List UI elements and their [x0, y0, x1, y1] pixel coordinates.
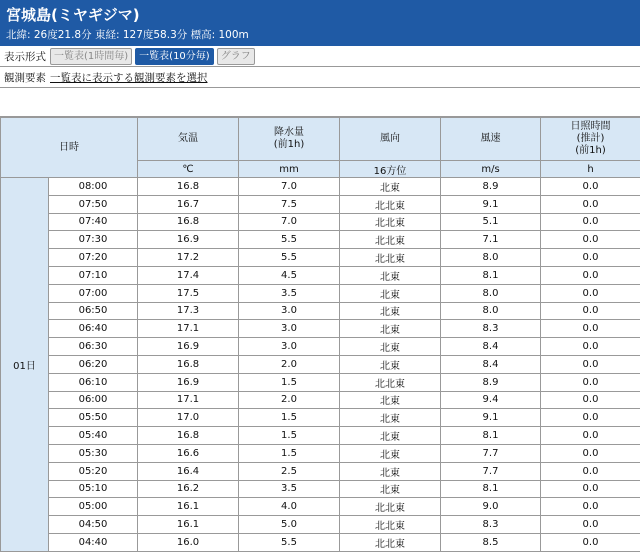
cell-temperature: 16.9 [138, 231, 239, 249]
cell-time: 07:30 [49, 231, 138, 249]
cell-time: 05:50 [49, 409, 138, 427]
cell-precipitation: 5.5 [239, 249, 340, 267]
cell-time: 07:10 [49, 266, 138, 284]
table-body [1, 178, 640, 552]
cell-wind-direction: 北東 [340, 409, 441, 427]
cell-precipitation: 1.5 [239, 373, 340, 391]
cell-precipitation: 2.5 [239, 462, 340, 480]
table-row [1, 462, 640, 480]
unit-wind-speed: m/s [441, 161, 541, 178]
cell-sunshine: 0.0 [541, 320, 640, 338]
cell-wind-speed: 8.5 [441, 533, 541, 551]
observation-table [0, 117, 640, 552]
table-row [1, 355, 640, 373]
station-header [0, 0, 640, 46]
cell-wind-direction: 北北東 [340, 195, 441, 213]
cell-precipitation: 2.0 [239, 391, 340, 409]
cell-sunshine: 0.0 [541, 195, 640, 213]
cell-temperature: 16.8 [138, 355, 239, 373]
cell-sunshine: 0.0 [541, 249, 640, 267]
cell-sunshine: 0.0 [541, 178, 640, 196]
cell-wind-speed: 8.1 [441, 427, 541, 445]
cell-temperature: 17.5 [138, 284, 239, 302]
cell-temperature: 17.3 [138, 302, 239, 320]
table-row [1, 533, 640, 551]
cell-precipitation: 5.0 [239, 516, 340, 534]
cell-time: 05:10 [49, 480, 138, 498]
cell-wind-direction: 北東 [340, 284, 441, 302]
station-title: 宮城島(ミヤギジマ) [6, 0, 634, 28]
col-header-sunshine: 日照時間 (推計) (前1h) [541, 118, 640, 161]
cell-time: 06:00 [49, 391, 138, 409]
cell-sunshine: 0.0 [541, 516, 640, 534]
datetime-header: 日時 [1, 118, 138, 178]
cell-time: 08:00 [49, 178, 138, 196]
cell-wind-speed: 8.1 [441, 266, 541, 284]
table-row [1, 231, 640, 249]
cell-wind-speed: 8.9 [441, 373, 541, 391]
display-format-label: 表示形式 [0, 49, 50, 64]
cell-wind-speed: 8.3 [441, 320, 541, 338]
cell-temperature: 16.1 [138, 516, 239, 534]
col-header-wind-speed: 風速 [441, 118, 541, 161]
cell-wind-direction: 北北東 [340, 249, 441, 267]
cell-sunshine: 0.0 [541, 409, 640, 427]
cell-temperature: 16.4 [138, 462, 239, 480]
cell-precipitation: 3.5 [239, 284, 340, 302]
cell-temperature: 16.8 [138, 213, 239, 231]
cell-wind-direction: 北北東 [340, 498, 441, 516]
day-cell: 01日 [1, 178, 49, 552]
cell-wind-speed: 8.3 [441, 516, 541, 534]
cell-sunshine: 0.0 [541, 302, 640, 320]
cell-time: 05:20 [49, 462, 138, 480]
cell-temperature: 17.1 [138, 320, 239, 338]
cell-wind-direction: 北東 [340, 266, 441, 284]
table-row [1, 320, 640, 338]
elements-label: 観測要素 [0, 70, 50, 85]
cell-temperature: 16.8 [138, 427, 239, 445]
cell-temperature: 16.1 [138, 498, 239, 516]
cell-wind-speed: 9.1 [441, 409, 541, 427]
cell-sunshine: 0.0 [541, 213, 640, 231]
table-row [1, 266, 640, 284]
cell-precipitation: 3.0 [239, 338, 340, 356]
cell-precipitation: 3.0 [239, 320, 340, 338]
col-header-precipitation: 降水量 (前1h) [239, 118, 340, 161]
cell-precipitation: 7.0 [239, 178, 340, 196]
cell-time: 06:10 [49, 373, 138, 391]
cell-precipitation: 5.5 [239, 533, 340, 551]
cell-wind-speed: 8.0 [441, 249, 541, 267]
cell-sunshine: 0.0 [541, 498, 640, 516]
cell-sunshine: 0.0 [541, 391, 640, 409]
cell-sunshine: 0.0 [541, 427, 640, 445]
cell-sunshine: 0.0 [541, 462, 640, 480]
table-row [1, 427, 640, 445]
table-row [1, 391, 640, 409]
cell-sunshine: 0.0 [541, 284, 640, 302]
cell-sunshine: 0.0 [541, 373, 640, 391]
cell-wind-direction: 北東 [340, 178, 441, 196]
cell-wind-direction: 北東 [340, 355, 441, 373]
table-row [1, 195, 640, 213]
cell-time: 05:40 [49, 427, 138, 445]
cell-wind-direction: 北東 [340, 444, 441, 462]
cell-wind-speed: 5.1 [441, 213, 541, 231]
cell-wind-direction: 北東 [340, 480, 441, 498]
unit-precipitation: mm [239, 161, 340, 178]
cell-sunshine: 0.0 [541, 338, 640, 356]
cell-time: 04:40 [49, 533, 138, 551]
cell-time: 07:20 [49, 249, 138, 267]
col-header-temperature: 気温 [138, 118, 239, 161]
cell-temperature: 17.4 [138, 266, 239, 284]
cell-time: 05:00 [49, 498, 138, 516]
cell-wind-direction: 北北東 [340, 533, 441, 551]
table-row [1, 444, 640, 462]
select-elements-link[interactable]: 一覧表に表示する観測要素を選択 [50, 70, 208, 85]
cell-precipitation: 2.0 [239, 355, 340, 373]
cell-precipitation: 4.0 [239, 498, 340, 516]
cell-wind-speed: 7.7 [441, 462, 541, 480]
cell-wind-speed: 9.0 [441, 498, 541, 516]
cell-precipitation: 7.0 [239, 213, 340, 231]
cell-time: 06:40 [49, 320, 138, 338]
table-row [1, 213, 640, 231]
cell-temperature: 16.7 [138, 195, 239, 213]
cell-temperature: 16.9 [138, 338, 239, 356]
cell-wind-speed: 9.1 [441, 195, 541, 213]
cell-wind-speed: 8.4 [441, 338, 541, 356]
ten-minute-table-button[interactable]: 一覧表(10分毎) [135, 48, 214, 65]
cell-sunshine: 0.0 [541, 355, 640, 373]
cell-temperature: 16.0 [138, 533, 239, 551]
cell-time: 05:30 [49, 444, 138, 462]
unit-temperature: ℃ [138, 161, 239, 178]
cell-wind-direction: 北東 [340, 391, 441, 409]
table-row [1, 409, 640, 427]
table-row [1, 178, 640, 196]
cell-sunshine: 0.0 [541, 266, 640, 284]
cell-sunshine: 0.0 [541, 231, 640, 249]
table-row [1, 516, 640, 534]
cell-wind-speed: 7.7 [441, 444, 541, 462]
cell-wind-direction: 北北東 [340, 373, 441, 391]
cell-time: 06:50 [49, 302, 138, 320]
cell-time: 07:50 [49, 195, 138, 213]
cell-wind-direction: 北東 [340, 302, 441, 320]
cell-wind-direction: 北北東 [340, 213, 441, 231]
cell-wind-speed: 9.4 [441, 391, 541, 409]
cell-precipitation: 5.5 [239, 231, 340, 249]
display-format-row [0, 46, 640, 67]
cell-temperature: 17.1 [138, 391, 239, 409]
elements-row [0, 67, 640, 88]
cell-temperature: 16.9 [138, 373, 239, 391]
cell-temperature: 16.8 [138, 178, 239, 196]
cell-temperature: 16.2 [138, 480, 239, 498]
cell-time: 06:20 [49, 355, 138, 373]
table-row [1, 480, 640, 498]
cell-precipitation: 1.5 [239, 444, 340, 462]
station-coordinates: 北緯: 26度21.8分 東経: 127度58.3分 標高: 100m [6, 28, 634, 42]
cell-temperature: 16.6 [138, 444, 239, 462]
unit-wind-direction: 16方位 [340, 161, 441, 178]
cell-time: 06:30 [49, 338, 138, 356]
cell-precipitation: 1.5 [239, 427, 340, 445]
cell-wind-speed: 8.4 [441, 355, 541, 373]
graph-button[interactable]: グラフ [217, 48, 255, 65]
cell-precipitation: 7.5 [239, 195, 340, 213]
table-row [1, 302, 640, 320]
unit-sunshine: h [541, 161, 640, 178]
spacer [0, 88, 640, 117]
cell-precipitation: 3.5 [239, 480, 340, 498]
cell-time: 04:50 [49, 516, 138, 534]
table-row [1, 498, 640, 516]
cell-wind-direction: 北北東 [340, 231, 441, 249]
cell-wind-speed: 8.0 [441, 302, 541, 320]
col-header-wind-direction: 風向 [340, 118, 441, 161]
table-row [1, 373, 640, 391]
table-row [1, 249, 640, 267]
cell-precipitation: 3.0 [239, 302, 340, 320]
cell-wind-direction: 北東 [340, 338, 441, 356]
table-row [1, 338, 640, 356]
cell-wind-speed: 7.1 [441, 231, 541, 249]
cell-wind-speed: 8.0 [441, 284, 541, 302]
table-row [1, 284, 640, 302]
cell-time: 07:00 [49, 284, 138, 302]
cell-wind-speed: 8.1 [441, 480, 541, 498]
cell-wind-direction: 北東 [340, 462, 441, 480]
cell-temperature: 17.0 [138, 409, 239, 427]
cell-wind-direction: 北東 [340, 320, 441, 338]
cell-time: 07:40 [49, 213, 138, 231]
cell-precipitation: 1.5 [239, 409, 340, 427]
cell-wind-direction: 北北東 [340, 516, 441, 534]
cell-temperature: 17.2 [138, 249, 239, 267]
cell-precipitation: 4.5 [239, 266, 340, 284]
cell-sunshine: 0.0 [541, 480, 640, 498]
cell-sunshine: 0.0 [541, 444, 640, 462]
cell-wind-direction: 北東 [340, 427, 441, 445]
hourly-table-button[interactable]: 一覧表(1時間毎) [50, 48, 132, 65]
cell-sunshine: 0.0 [541, 533, 640, 551]
cell-wind-speed: 8.9 [441, 178, 541, 196]
